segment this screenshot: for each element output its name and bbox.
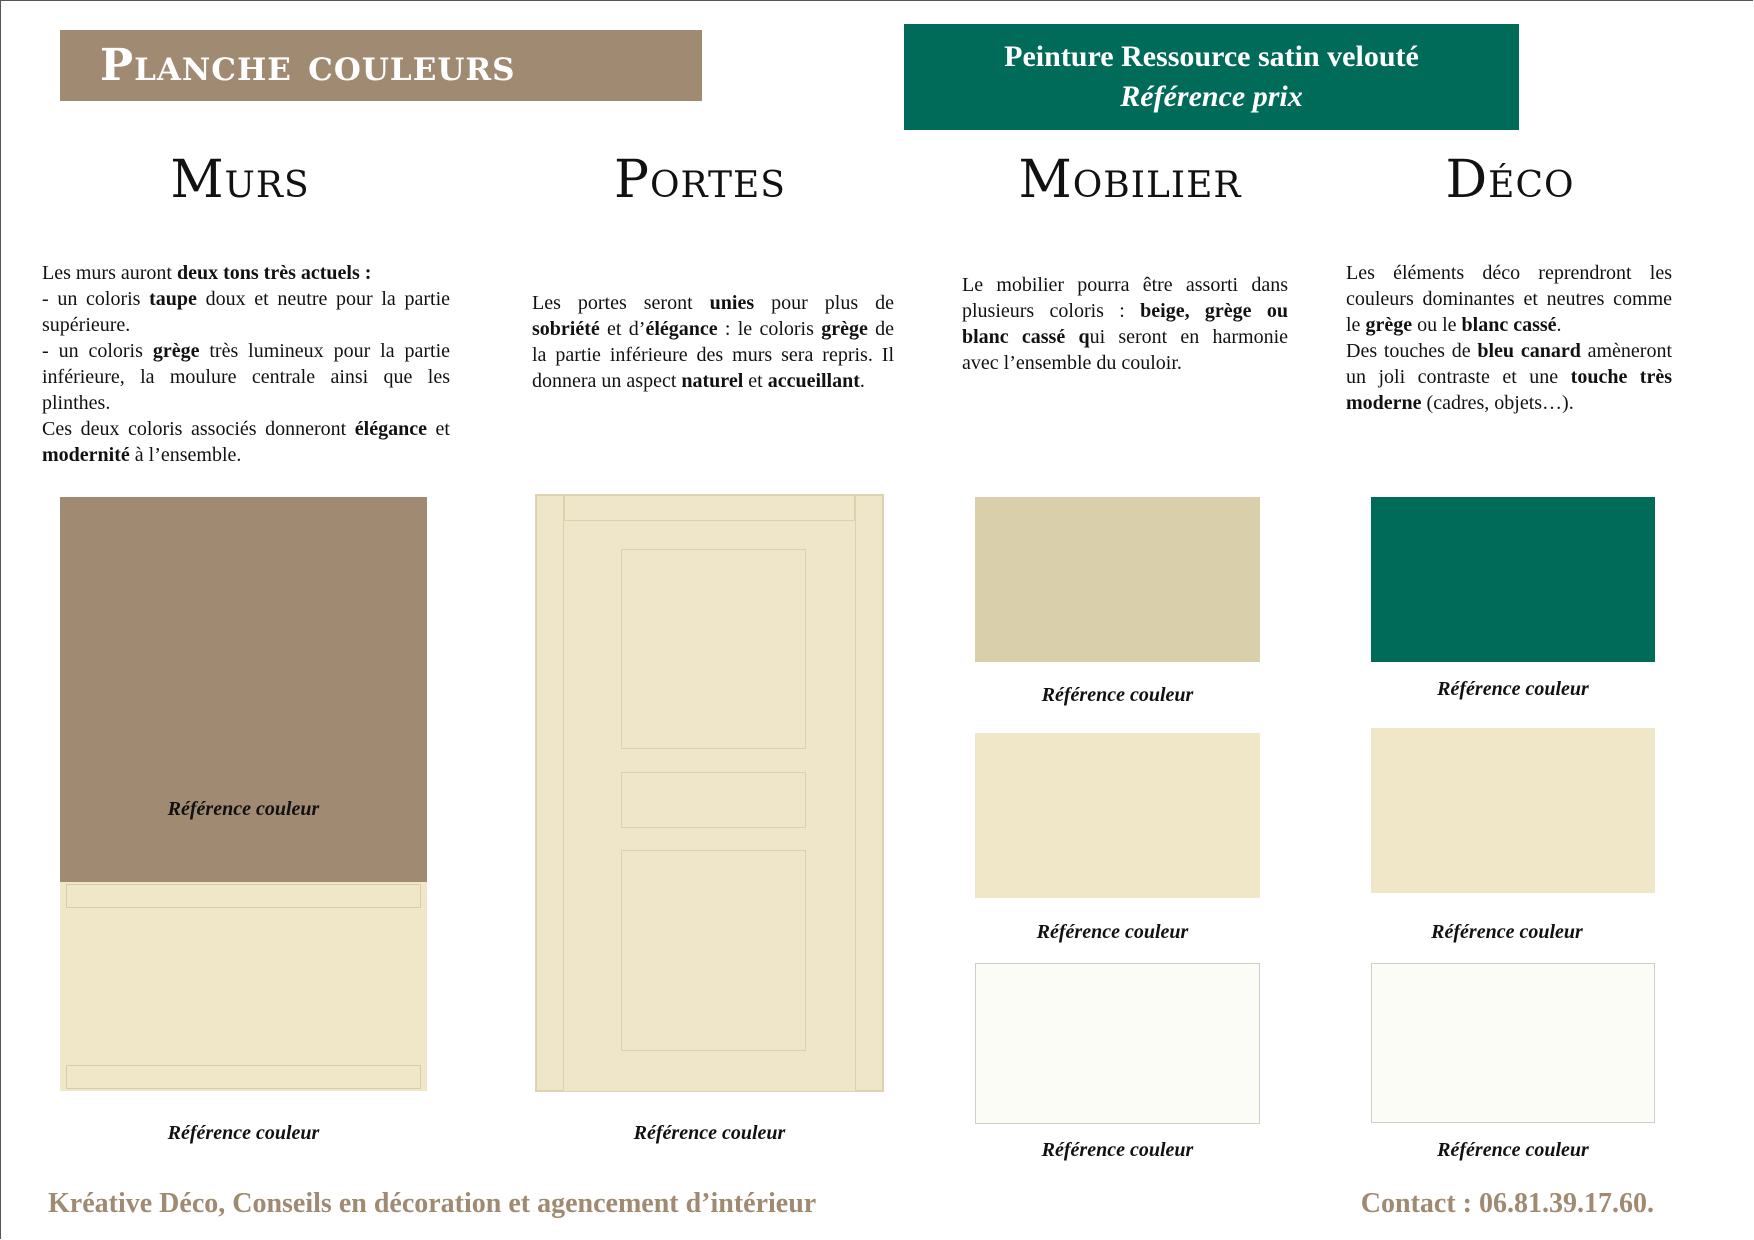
paint-name: Peinture Ressource satin velouté bbox=[1004, 40, 1419, 73]
ref-label-grege-mobilier: Référence couleur bbox=[1036, 921, 1189, 943]
heading-mobilier: Mobilier bbox=[1018, 150, 1242, 210]
door-frame-right bbox=[855, 495, 883, 1091]
swatch-blanc-casse-deco bbox=[1371, 963, 1655, 1123]
ref-label-blanc-casse-deco: Référence couleur bbox=[1437, 1139, 1589, 1161]
text-mobilier: Le mobilier pourra être assorti dans plusieurs coloris : beige, grège ou blanc cassé qui seront en harmonie avec l’ensemble du couloir. bbox=[962, 274, 1289, 374]
text-portes: Les portes seront unies pour plus de sobriété et d’élégance : le coloris grège de la partie inférieure des murs sera repris. Il donnera un aspect naturel et accueillant. bbox=[532, 292, 894, 392]
price-reference: Référence prix bbox=[1120, 80, 1303, 113]
paint-reference-box bbox=[904, 24, 1519, 130]
door-panel-middle bbox=[621, 772, 806, 828]
ref-label-taupe: Référence couleur bbox=[167, 798, 320, 820]
door-panel-top bbox=[621, 549, 806, 749]
baseboard bbox=[66, 1065, 421, 1089]
text-deco: Les éléments déco reprendront les couleurs dominantes et neutres comme le grège ou le blanc cassé. Des touches de bleu canard amèneront un joli contraste et une touche très moderne (cadres, objets…). bbox=[1346, 262, 1673, 414]
ref-label-bleu-canard: Référence couleur bbox=[1437, 678, 1589, 700]
door-illustration bbox=[535, 494, 884, 1092]
ref-label-blanc-casse-mobilier: Référence couleur bbox=[1041, 1139, 1194, 1161]
door-frame-top bbox=[564, 495, 855, 521]
heading-deco: Déco bbox=[1445, 150, 1575, 210]
swatch-taupe-wall bbox=[60, 497, 427, 882]
ref-label-grege-deco: Référence couleur bbox=[1431, 921, 1583, 943]
page-title: Planche couleurs bbox=[60, 30, 702, 101]
swatch-blanc-casse-mobilier bbox=[975, 963, 1260, 1124]
central-molding bbox=[66, 884, 421, 908]
swatch-grege-deco bbox=[1371, 728, 1655, 893]
swatch-beige bbox=[975, 497, 1260, 662]
footer-contact: Contact : 06.81.39.17.60. bbox=[1360, 1188, 1654, 1219]
swatch-bleu-canard bbox=[1371, 497, 1655, 662]
door-frame-left bbox=[536, 495, 564, 1091]
text-murs: Les murs auront deux tons très actuels : - un coloris taupe doux et neutre pour la partie supérieure. - un coloris grège très lumineux pour la partie inférieure, la moulure centrale ainsi que les plinthes. Ces deux coloris associés donneront élégance et modernité à l’ensemble. bbox=[42, 262, 451, 466]
swatch-grege-wall bbox=[60, 882, 427, 1091]
ref-label-grege-wall: Référence couleur bbox=[167, 1122, 320, 1144]
ref-label-door: Référence couleur bbox=[633, 1122, 786, 1144]
ref-label-beige: Référence couleur bbox=[1041, 684, 1194, 706]
heading-murs: Murs bbox=[170, 150, 310, 210]
door-panel-bottom bbox=[621, 850, 806, 1051]
swatch-grege-mobilier bbox=[975, 733, 1260, 898]
footer-company: Kréative Déco, Conseils en décoration et agencement d’intérieur bbox=[48, 1188, 817, 1219]
heading-portes: Portes bbox=[614, 150, 786, 210]
